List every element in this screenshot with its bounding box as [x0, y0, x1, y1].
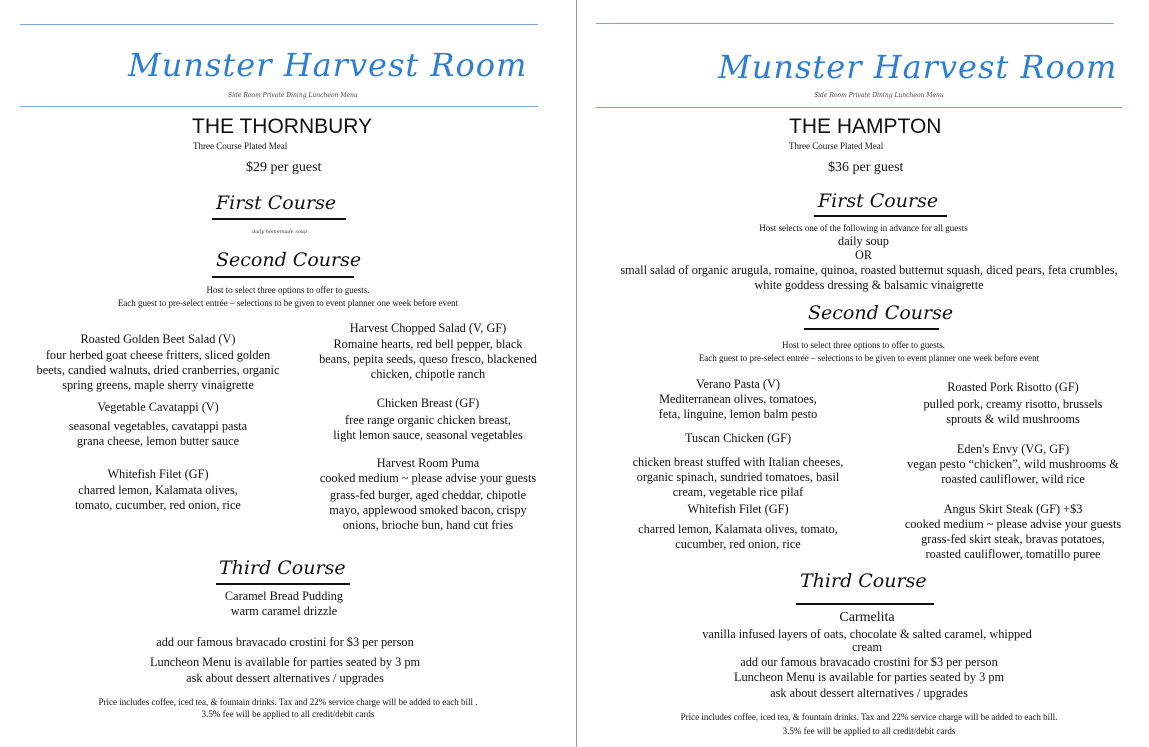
- second-course-heading: Second Course: [216, 249, 362, 271]
- menu-subtitle: Three Course Plated Meal: [193, 141, 288, 151]
- desc-line: beets, candied walnuts, dried cranberries, organic: [36, 363, 280, 377]
- menu-title: THE HAMPTON: [789, 115, 942, 138]
- footer-note: Price includes coffee, iced tea, & fountain drinks. Tax and 22% service charge will be added to each bill .: [98, 697, 478, 707]
- desc-line: grass-fed skirt steak, bravas potatoes,: [921, 532, 1105, 546]
- entree-description: [8, 348, 308, 393]
- brand-logo: Munster Harvest Room: [718, 48, 1118, 86]
- desc-line: cream, vegetable rice pilaf: [672, 485, 804, 499]
- desc-line: four herbed goat cheese fritters, sliced golden: [45, 348, 271, 362]
- dessert-description: [578, 627, 1149, 655]
- entree-name: Tuscan Chicken (GF): [684, 431, 792, 445]
- entree-name: Angus Skirt Steak (GF) +$3: [943, 502, 1083, 516]
- brand-subtitle: Side Room Private Dining Luncheon Menu: [228, 92, 358, 99]
- first-course-option: daily soup: [838, 234, 889, 248]
- entree-name: Roasted Pork Risotto (GF): [947, 380, 1079, 394]
- entree-name: Vegetable Cavatappi (V): [97, 400, 219, 414]
- menu-note: add our famous bravacado crostini for $3 per person: [156, 635, 414, 649]
- entree-name: Whitefish Filet (GF): [107, 467, 209, 481]
- dessert-name: Carmelita: [839, 610, 895, 625]
- desc-line: cooked medium ~ please advise your guests: [904, 517, 1122, 531]
- page-divider: [576, 0, 577, 747]
- desc-line: roasted cauliflower, tomatillo puree: [925, 547, 1101, 561]
- first-course-or: OR: [854, 248, 873, 262]
- menu-note: add our famous bravacado crostini for $3 per person: [740, 655, 998, 669]
- desc-line: free range organic chicken breast,: [344, 413, 512, 427]
- entree-name: Harvest Chopped Salad (V, GF): [349, 321, 507, 335]
- desc-line: Mediterranean olives, tomatoes,: [659, 392, 817, 406]
- menu-price: $29 per guest: [246, 160, 322, 175]
- desc-line: white goddess dressing & balsamic vinaigrette: [754, 278, 984, 292]
- desc-line: tomato, cucumber, red onion, rice: [75, 498, 241, 512]
- desc-line: charred lemon, Kalamata olives,: [78, 483, 238, 497]
- entree-description: [598, 392, 878, 422]
- entree-name: Roasted Golden Beet Salad (V): [80, 332, 236, 346]
- first-course-note: daily homemade soup: [252, 229, 308, 235]
- menu-page-hampton: [578, 0, 1149, 747]
- desc-line: Romaine hearts, red bell pepper, black: [333, 337, 523, 351]
- desc-line: small salad of organic arugula, romaine, quinoa, roasted butternut squash, diced pears, feta crumbles,: [620, 263, 1118, 277]
- entree-description: [292, 413, 564, 443]
- entree-description: [884, 517, 1142, 562]
- desc-line: cucumber, red onion, rice: [675, 537, 801, 551]
- third-course-heading: Third Course: [219, 557, 346, 579]
- second-course-intro: Host to select three options to offer to guests.: [781, 340, 946, 350]
- footer-note: 3.5% fee will be applied to all credit/debit cards: [782, 726, 956, 736]
- dessert-description: warm caramel drizzle: [230, 604, 338, 618]
- top-rule: [596, 23, 1114, 24]
- heading-underline: [804, 328, 939, 330]
- first-course-option: [578, 263, 1149, 293]
- entree-description: [598, 455, 878, 500]
- header-rule: [20, 106, 538, 107]
- first-course-heading: First Course: [216, 192, 337, 214]
- desc-line: spring greens, maple sherry vinaigrette: [62, 378, 254, 392]
- desc-line: chicken breast stuffed with Italian cheeses,: [632, 455, 844, 469]
- heading-underline: [814, 215, 947, 217]
- desc-line: organic spinach, sundried tomatoes, basil: [636, 470, 840, 484]
- entree-name: Eden's Envy (VG, GF): [956, 442, 1070, 456]
- entree-description: [8, 419, 308, 449]
- desc-line: charred lemon, Kalamata olives, tomato,: [638, 522, 838, 536]
- desc-line: beans, pepita seeds, queso fresco, blackened: [319, 352, 537, 366]
- entree-name: Whitefish Filet (GF): [687, 502, 789, 516]
- top-rule: [20, 24, 538, 25]
- desc-line: cooked medium ~ please advise your guests: [319, 471, 537, 485]
- second-course-instructions: Each guest to pre-select entrée – selections to be given to event planner one week before event: [117, 298, 459, 308]
- desc-line: grana cheese, lemon butter sauce: [76, 434, 240, 448]
- entree-description: [598, 522, 878, 552]
- heading-underline: [212, 276, 354, 278]
- entree-description: [8, 483, 308, 513]
- heading-underline: [796, 603, 934, 605]
- menu-note: ask about dessert alternatives / upgrades: [186, 671, 384, 685]
- heading-underline: [212, 218, 346, 220]
- menu-note: Luncheon Menu is available for parties seated by 3 pm: [149, 655, 421, 669]
- second-course-instructions: Each guest to pre-select entrée – selections to be given to event planner one week before event: [698, 353, 1040, 363]
- entree-description: [884, 457, 1142, 487]
- desc-line: feta, linguine, lemon balm pesto: [658, 407, 818, 421]
- menu-note: ask about dessert alternatives / upgrades: [770, 686, 968, 700]
- menu-subtitle: Three Course Plated Meal: [789, 141, 884, 151]
- desc-line: sprouts & wild mushrooms: [946, 412, 1080, 426]
- entree-name: Harvest Room Puma: [376, 456, 480, 470]
- entree-description: [884, 397, 1142, 427]
- entree-description: [292, 337, 564, 382]
- menu-note: Luncheon Menu is available for parties seated by 3 pm: [733, 670, 1005, 684]
- desc-line: cream: [851, 640, 883, 654]
- first-course-intro: Host selects one of the following in advance for all guests: [759, 223, 968, 233]
- desc-line: chicken, chipotle ranch: [370, 367, 486, 381]
- desc-line: vanilla infused layers of oats, chocolate & salted caramel, whipped: [702, 627, 1032, 641]
- desc-line: grass-fed burger, aged cheddar, chipotle: [329, 488, 527, 502]
- header-rule: [596, 107, 1122, 108]
- second-course-heading: Second Course: [808, 302, 954, 324]
- third-course-heading: Third Course: [800, 570, 927, 592]
- brand-logo: Munster Harvest Room: [128, 46, 528, 84]
- desc-line: roasted cauliflower, wild rice: [941, 472, 1085, 486]
- footer-note: Price includes coffee, iced tea, & fountain drinks. Tax and 22% service charge will be added to each bill.: [680, 712, 1058, 722]
- menu-title: THE THORNBURY: [192, 115, 373, 138]
- desc-line: light lemon sauce, seasonal vegetables: [333, 428, 523, 442]
- entree-name: Verano Pasta (V): [695, 377, 780, 391]
- desc-line: seasonal vegetables, cavatappi pasta: [68, 419, 248, 433]
- entree-name: Chicken Breast (GF): [376, 396, 480, 410]
- desc-line: mayo, applewood smoked bacon, crispy: [329, 503, 527, 517]
- footer-note: 3.5% fee will be applied to all credit/debit cards: [201, 709, 375, 719]
- desc-line: onions, brioche bun, hand cut fries: [342, 518, 514, 532]
- first-course-heading: First Course: [818, 190, 939, 212]
- entree-description: [292, 471, 564, 533]
- desc-line: pulled pork, creamy risotto, brussels: [923, 397, 1103, 411]
- dessert-name: Caramel Bread Pudding: [224, 589, 344, 603]
- second-course-intro: Host to select three options to offer to guests.: [206, 285, 370, 295]
- desc-line: vegan pesto “chicken”, wild mushrooms &: [907, 457, 1119, 471]
- heading-underline: [216, 583, 350, 585]
- brand-subtitle: Side Room Private Dining Luncheon Menu: [814, 92, 944, 99]
- menu-price: $36 per guest: [828, 160, 904, 175]
